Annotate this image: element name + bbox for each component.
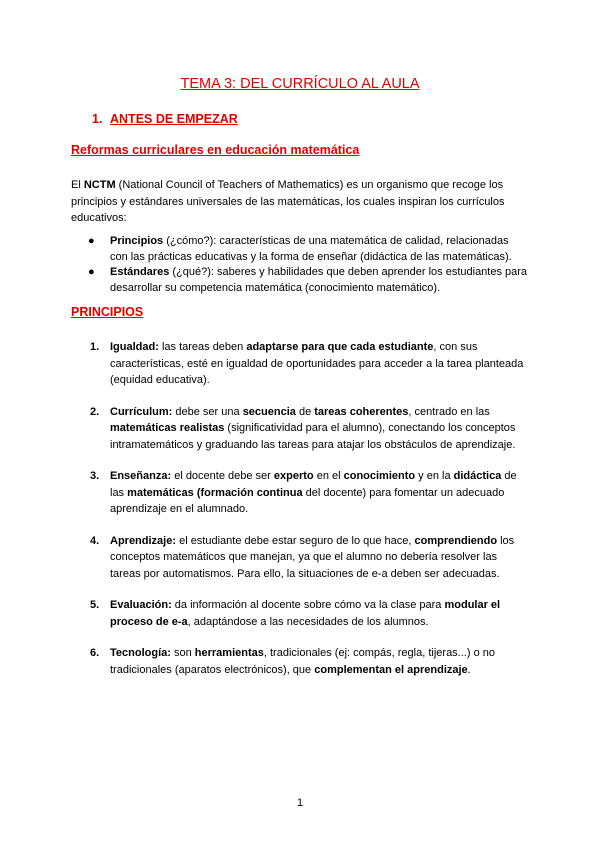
principio-number: 6. (90, 647, 100, 659)
intro-nctm: NCTM (83, 179, 116, 191)
principio-number: 3. (90, 470, 100, 482)
principio-number: 4. (90, 534, 100, 547)
bullet-dot-icon: ● (88, 266, 95, 278)
principio-text: del docente) para fomentar un adecuado aprendizaje en el alumnado. (110, 486, 505, 515)
principio-bold-text: experto (273, 470, 314, 482)
principio-number: 2. (90, 405, 100, 418)
principio-text: de (295, 405, 315, 418)
principio-text: las tareas deben (158, 341, 247, 353)
principio-text: debe ser una (172, 405, 243, 418)
bullet-dot-icon: ● (88, 235, 95, 247)
principio-bold-text: comprendiendo (414, 534, 498, 547)
intro-text-2: (National Council of Teachers of Mathematics) es un organismo que recoge los principios y estándares universales de las matemáticas, los cuales inspiran los currículos educativos: (71, 179, 505, 224)
principio-text: los conceptos matemáticos que manejan, ya que el alumno no debería resolver las tareas por automatismos. Para ello, la situaciones de e-a deben ser adecuadas. (110, 534, 515, 580)
principio-bold-text: Tecnología: (110, 647, 171, 659)
principio-text: en el (313, 470, 344, 482)
principio-bold-text: Aprendizaje: (110, 534, 177, 547)
bullet-item-estandares (88, 265, 528, 296)
principio-bold-text: matemáticas (formación continua (127, 486, 303, 499)
section-number: 1. (92, 112, 103, 126)
principio-bold-text: Enseñanza: (110, 470, 172, 482)
principio-bold-text: Evaluación: (110, 599, 172, 611)
bullet-list (88, 234, 528, 296)
page-number: 1 (296, 797, 304, 809)
principio-bold-text: adaptarse para que cada estudiante (246, 341, 434, 353)
bullet-text: (¿qué?): saberes y habilidades que deben aprender los estudiantes para desarrollar su competencia matemática (conocimiento matemático). (110, 266, 528, 294)
principios-list (90, 339, 530, 678)
bullet-text: (¿cómo?): características de una matemática de calidad, relacionadas con las prácticas educativas y la forma de enseñar (didáctica de las matemáticas). (110, 235, 512, 263)
principio-number: 1. (90, 341, 100, 353)
principio-text: , centrado en las (408, 405, 490, 418)
document-title: TEMA 3: DEL CURRÍCULO AL AULA (180, 76, 420, 92)
bullet-bold: Estándares (110, 266, 170, 278)
principio-text: . (467, 663, 471, 676)
principio-bold-text: didáctica (453, 470, 502, 482)
principio-bold-text: modular el proceso de e-a (110, 599, 501, 628)
bullet-item-principios (88, 234, 528, 265)
principio-item (90, 645, 530, 678)
principio-item (90, 533, 530, 583)
principio-text: , tradicionales (ej: compás, regla, tijeras...) o no tradicionales (aparatos electrónicos), que (110, 647, 495, 676)
principios-heading: PRINCIPIOS (71, 305, 144, 319)
principio-text: el estudiante debe estar seguro de lo que hace, (176, 534, 415, 547)
principio-bold-text: herramientas (194, 647, 264, 659)
principio-item (90, 597, 530, 630)
intro-text-1: El (71, 179, 84, 191)
principio-bold-text: complementan el aprendizaje (314, 663, 468, 676)
principio-text: , con sus características, esté en igualdad de oportunidades para acceder a la tarea planteada (equidad educativa). (110, 341, 524, 386)
subheading-reformas: Reformas curriculares en educación matemática (71, 143, 360, 157)
principio-bold-text: Currículum: (110, 405, 173, 418)
principio-item (90, 339, 530, 389)
principio-text: da información al docente sobre cómo va la clase para (171, 599, 445, 611)
section-heading-antes-de-empezar (92, 112, 238, 126)
principio-text: de las (110, 470, 517, 499)
principio-item (90, 468, 530, 518)
intro-paragraph (71, 177, 531, 227)
principio-bold-text: conocimiento (343, 470, 416, 482)
bullet-bold: Principios (110, 235, 164, 247)
section-title: ANTES DE EMPEZAR (110, 112, 238, 126)
principio-text: (significatividad para el alumno), conectando los conceptos intramatemáticos y graduando las tareas para atajar los obstáculos de aprendizaje. (110, 422, 516, 451)
principio-text: el docente debe ser (171, 470, 274, 482)
principio-bold-text: matemáticas realistas (110, 422, 225, 434)
principio-text: y en la (415, 470, 454, 482)
principio-bold-text: tareas coherentes (314, 405, 409, 418)
principio-number: 5. (90, 599, 100, 611)
principio-text: , adaptándose a las necesidades de los alumnos. (187, 615, 429, 628)
principio-bold-text: Igualdad: (110, 341, 159, 353)
principio-text: son (170, 647, 195, 659)
principio-bold-text: secuencia (242, 405, 296, 418)
principio-item (90, 404, 530, 454)
